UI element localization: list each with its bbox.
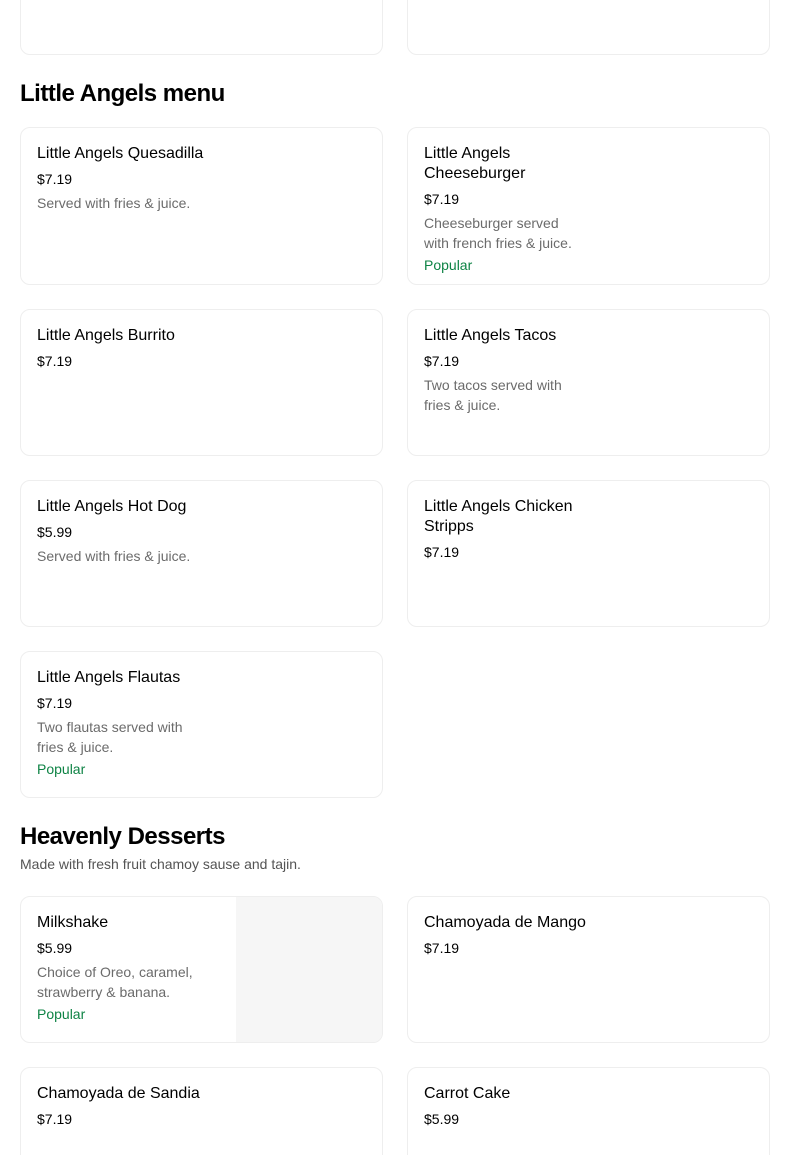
menu-item-card[interactable] xyxy=(407,309,770,456)
item-description: Served with fries & juice. xyxy=(37,195,191,211)
item-name: Little Angels Hot Dog xyxy=(37,498,187,515)
item-name: Carrot Cake xyxy=(424,1085,511,1102)
item-description: Choice of Oreo, caramel, strawberry & banana. xyxy=(37,964,193,1000)
section-description: Made with fresh fruit chamoy sause and tajin. xyxy=(20,856,301,872)
menu-item-card[interactable] xyxy=(20,480,383,627)
item-price: $7.19 xyxy=(37,171,73,187)
popular-badge: Popular xyxy=(37,1006,86,1022)
menu-item-card[interactable] xyxy=(407,480,770,627)
item-price: $5.99 xyxy=(424,1111,460,1127)
menu-item-card[interactable] xyxy=(20,651,383,798)
item-price: $7.19 xyxy=(424,191,460,207)
item-name: Chamoyada de Mango xyxy=(424,914,586,931)
section-title-little-angels: Little Angels menu xyxy=(20,80,225,107)
item-name: Chamoyada de Sandia xyxy=(37,1085,200,1102)
item-price: $7.19 xyxy=(424,544,460,560)
popular-badge: Popular xyxy=(37,761,86,777)
item-description: Two flautas served with fries & juice. xyxy=(37,719,183,755)
item-description: Cheeseburger served with french fries & juice. xyxy=(424,215,572,251)
item-description: Served with fries & juice. xyxy=(37,548,191,564)
item-name: Little Angels Quesadilla xyxy=(37,145,204,162)
item-name: Little Angels Burrito xyxy=(37,327,175,344)
popular-badge: Popular xyxy=(424,257,473,273)
menu-item-card-partial[interactable] xyxy=(20,0,383,55)
menu-item-card[interactable] xyxy=(407,1067,770,1155)
item-image-placeholder xyxy=(236,897,382,1042)
menu-item-card[interactable] xyxy=(20,127,383,285)
section-title-desserts: Heavenly Desserts xyxy=(20,823,225,850)
item-name: Milkshake xyxy=(37,914,109,931)
item-name: Little Angels Chicken Stripps xyxy=(424,498,573,535)
item-price: $7.19 xyxy=(37,353,73,369)
menu-item-card[interactable] xyxy=(407,127,770,285)
menu-item-card[interactable] xyxy=(20,309,383,456)
item-price: $7.19 xyxy=(37,695,73,711)
menu-item-card[interactable] xyxy=(20,1067,383,1155)
item-price: $5.99 xyxy=(37,524,73,540)
menu-item-card[interactable] xyxy=(20,896,383,1043)
item-price: $5.99 xyxy=(37,940,73,956)
item-description: Two tacos served with fries & juice. xyxy=(424,377,562,413)
item-name: Little Angels Cheeseburger xyxy=(424,145,526,182)
item-price: $7.19 xyxy=(424,940,460,956)
menu-item-card[interactable] xyxy=(407,896,770,1043)
item-price: $7.19 xyxy=(424,353,460,369)
menu-item-card-partial[interactable] xyxy=(407,0,770,55)
item-name: Little Angels Flautas xyxy=(37,669,181,686)
item-price: $7.19 xyxy=(37,1111,73,1127)
item-name: Little Angels Tacos xyxy=(424,327,557,344)
